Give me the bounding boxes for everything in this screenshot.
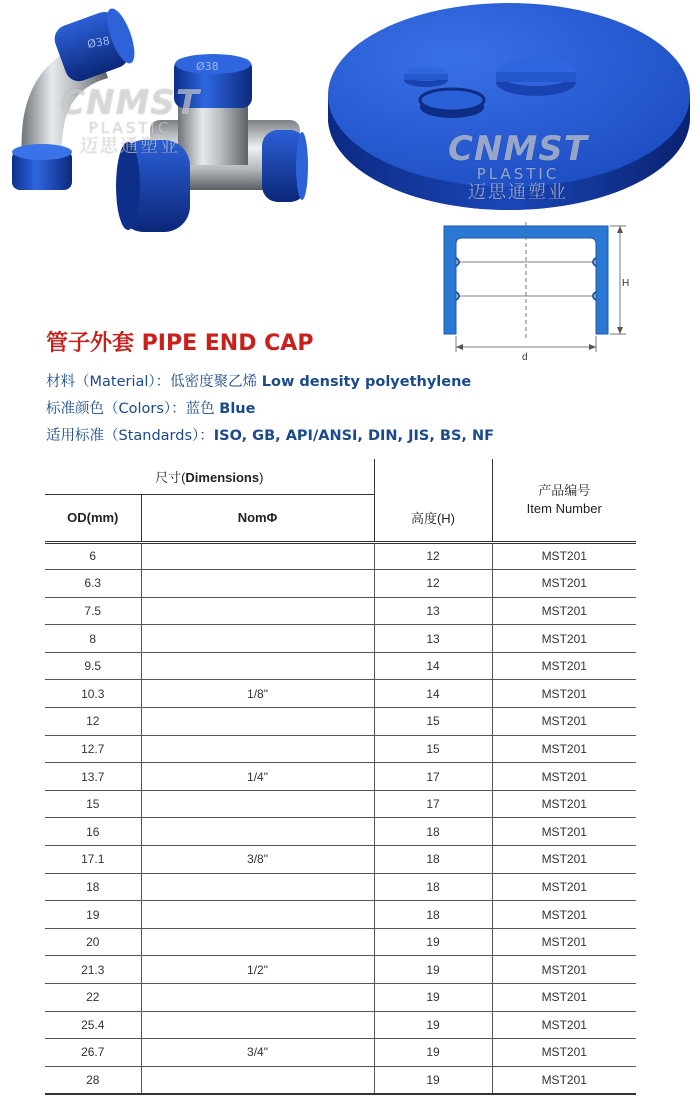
table-row [45, 984, 636, 1012]
height-cell: 12 [374, 542, 492, 570]
height-cell: 19 [374, 984, 492, 1012]
item-number-cell: MST201 [492, 708, 636, 736]
watermark-brand: CNMST [448, 129, 588, 169]
table-row [45, 625, 636, 653]
dimensions-header [45, 459, 374, 494]
height-cell: 15 [374, 735, 492, 763]
od-cell: 9.5 [45, 652, 141, 680]
table-row [45, 597, 636, 625]
od-cell: 28 [45, 1066, 141, 1094]
item-number-cell: MST201 [492, 1011, 636, 1039]
spec-material-cn: 低密度聚乙烯 [170, 374, 258, 390]
spec-material [46, 370, 471, 391]
nom-cell [141, 790, 374, 818]
height-cell: 12 [374, 570, 492, 598]
od-header: OD(mm) [45, 494, 141, 542]
od-cell: 6.3 [45, 570, 141, 598]
od-cell: 6 [45, 542, 141, 570]
item-number-cell: MST201 [492, 901, 636, 929]
diameter-label: d [522, 352, 528, 362]
od-cell: 15 [45, 790, 141, 818]
height-cell: 13 [374, 597, 492, 625]
table-row [45, 790, 636, 818]
nom-cell [141, 625, 374, 653]
item-number-cell: MST201 [492, 956, 636, 984]
item-number-cell: MST201 [492, 597, 636, 625]
dimensions-table [45, 459, 636, 1095]
nom-header: NomΦ [141, 494, 374, 542]
cap-cross-section-diagram [436, 222, 636, 362]
watermark-cn: 迈思通塑业 [468, 182, 568, 203]
od-cell: 8 [45, 625, 141, 653]
dimensions-header-en: Dimensions [185, 469, 260, 485]
spec-colors-en: Blue [219, 401, 256, 417]
nom-cell [141, 542, 374, 570]
product-photo-large-cap [318, 0, 700, 220]
height-cell: 18 [374, 873, 492, 901]
od-cell: 7.5 [45, 597, 141, 625]
nom-cell: 1/4" [141, 763, 374, 791]
height-cell: 19 [374, 928, 492, 956]
item-number-cell: MST201 [492, 652, 636, 680]
item-number-cell: MST201 [492, 680, 636, 708]
table-row [45, 818, 636, 846]
nom-cell [141, 597, 374, 625]
height-cell: 18 [374, 901, 492, 929]
height-header: 高度(H) [374, 494, 492, 542]
nom-cell [141, 901, 374, 929]
height-cell: 19 [374, 1039, 492, 1067]
nom-cell [141, 708, 374, 736]
nom-cell [141, 1011, 374, 1039]
table-row [45, 956, 636, 984]
height-cell: 19 [374, 956, 492, 984]
spec-material-en: Low density polyethylene [261, 374, 472, 390]
height-cell: 17 [374, 790, 492, 818]
item-number-cell: MST201 [492, 542, 636, 570]
od-cell: 25.4 [45, 1011, 141, 1039]
nom-cell [141, 873, 374, 901]
table-row [45, 542, 636, 570]
svg-text:Ø38: Ø38 [196, 60, 219, 73]
od-cell: 13.7 [45, 763, 141, 791]
item-number-cell: MST201 [492, 818, 636, 846]
nom-cell [141, 652, 374, 680]
spec-colors-label: 标准颜色（Colors）： [46, 401, 186, 417]
height-cell: 17 [374, 763, 492, 791]
watermark-cn: 迈思通塑业 [80, 136, 180, 157]
od-cell: 20 [45, 928, 141, 956]
od-cell: 19 [45, 901, 141, 929]
nom-cell [141, 818, 374, 846]
nom-cell: 1/2" [141, 956, 374, 984]
height-cell: 18 [374, 846, 492, 874]
item-number-header [492, 459, 636, 542]
height-label: H [622, 278, 630, 289]
table-row [45, 680, 636, 708]
od-cell: 26.7 [45, 1039, 141, 1067]
watermark-2 [418, 129, 618, 204]
nom-cell [141, 1066, 374, 1094]
watermark-sub: PLASTIC [88, 119, 172, 137]
nom-cell [141, 735, 374, 763]
table-row [45, 1039, 636, 1067]
watermark [30, 83, 230, 158]
watermark-sub: PLASTIC [476, 165, 560, 183]
od-cell: 12 [45, 708, 141, 736]
watermark-brand: CNMST [60, 83, 200, 123]
od-cell: 16 [45, 818, 141, 846]
nom-cell [141, 570, 374, 598]
height-cell: 19 [374, 1066, 492, 1094]
cap-marking: Ø38 [86, 34, 111, 51]
item-number-cell: MST201 [492, 846, 636, 874]
item-number-cell: MST201 [492, 790, 636, 818]
item-number-cell: MST201 [492, 1066, 636, 1094]
item-number-cell: MST201 [492, 735, 636, 763]
spec-material-label: 材料（Material）： [46, 374, 171, 390]
height-cell: 18 [374, 818, 492, 846]
od-cell: 21.3 [45, 956, 141, 984]
spec-standards-value: ISO, GB, API/ANSI, DIN, JIS, BS, NF [213, 428, 494, 444]
spec-standards-label: 适用标准（Standards）： [46, 428, 214, 444]
height-cell: 14 [374, 652, 492, 680]
nom-cell [141, 984, 374, 1012]
nom-cell: 1/8" [141, 680, 374, 708]
item-number-cell: MST201 [492, 763, 636, 791]
item-number-cell: MST201 [492, 928, 636, 956]
item-number-cell: MST201 [492, 1039, 636, 1067]
table-row [45, 1066, 636, 1094]
table-row [45, 763, 636, 791]
spec-colors [46, 397, 255, 418]
item-number-header-cn: 产品编号 [538, 482, 591, 498]
table-row [45, 735, 636, 763]
table-row [45, 846, 636, 874]
height-cell: 14 [374, 680, 492, 708]
od-cell: 18 [45, 873, 141, 901]
table-row [45, 901, 636, 929]
product-photo-fittings [0, 0, 320, 240]
item-number-cell: MST201 [492, 625, 636, 653]
dimensions-header-cn: 尺寸( [155, 469, 186, 485]
table-row [45, 1011, 636, 1039]
spec-standards [46, 424, 494, 445]
item-number-cell: MST201 [492, 873, 636, 901]
nom-cell [141, 928, 374, 956]
item-number-cell: MST201 [492, 570, 636, 598]
dimensions-header-close: ) [259, 469, 264, 485]
nom-cell: 3/4" [141, 1039, 374, 1067]
od-cell: 10.3 [45, 680, 141, 708]
od-cell: 17.1 [45, 846, 141, 874]
item-number-header-en: Item Number [526, 500, 602, 516]
od-cell: 22 [45, 984, 141, 1012]
table-row [45, 652, 636, 680]
height-cell: 15 [374, 708, 492, 736]
od-cell: 12.7 [45, 735, 141, 763]
height-header-spacer [374, 459, 492, 494]
table-row [45, 928, 636, 956]
nom-cell: 3/8" [141, 846, 374, 874]
page-title: 管子外套 PIPE END CAP [46, 331, 314, 356]
spec-colors-cn: 蓝色 [185, 401, 215, 417]
item-number-cell: MST201 [492, 984, 636, 1012]
height-cell: 13 [374, 625, 492, 653]
table-row [45, 708, 636, 736]
table-row [45, 873, 636, 901]
table-row [45, 570, 636, 598]
height-cell: 19 [374, 1011, 492, 1039]
